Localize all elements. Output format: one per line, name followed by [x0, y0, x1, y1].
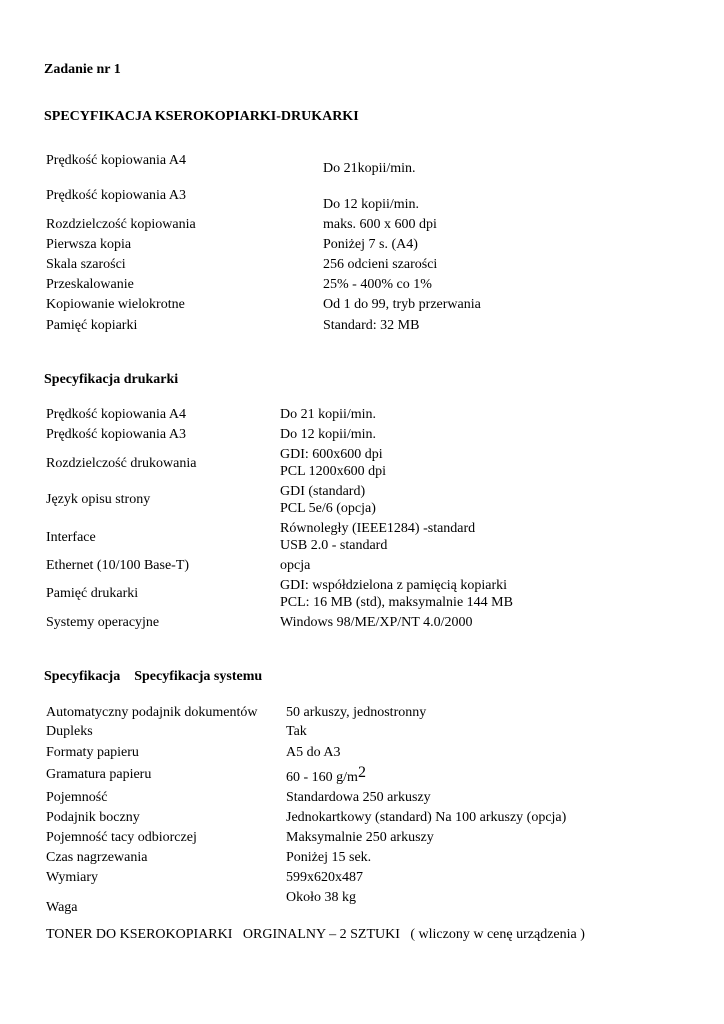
printer-label: Pamięć drukarki	[46, 586, 139, 601]
printer-label: Ethernet (10/100 Base-T)	[46, 558, 190, 573]
system-heading-part-b: Specyfikacja systemu	[134, 669, 263, 684]
printer-label: Interface	[46, 530, 96, 545]
copier-value: 25% - 400% co 1%	[323, 277, 432, 292]
copier-value: maks. 600 x 600 dpi	[323, 217, 437, 232]
printer-value: Do 12 kopii/min.	[280, 427, 377, 442]
printer-label: Prędkość kopiowania A3	[46, 427, 186, 442]
printer-value-line2: PCL 1200x600 dpi	[280, 464, 387, 479]
system-heading-part-a: Specyfikacja	[44, 669, 121, 684]
grammage-value: 60 - 160 g/m	[286, 770, 358, 785]
system-label: Czas nagrzewania	[46, 850, 148, 865]
copier-label: Skala szarości	[46, 257, 126, 272]
copier-label: Prędkość kopiowania A3	[46, 188, 186, 203]
printer-spec-heading: Specyfikacja drukarki	[44, 372, 179, 387]
system-spec-heading	[44, 668, 262, 685]
copier-label: Pierwsza kopia	[46, 237, 132, 252]
system-label: Automatyczny podajnik dokumentów	[46, 705, 258, 720]
system-value: Jednokartkowy (standard) Na 100 arkuszy (opcja)	[286, 810, 567, 825]
system-value: Poniżej 15 sek.	[286, 850, 372, 865]
copier-value: Standard: 32 MB	[323, 318, 420, 333]
task-title: Zadanie nr 1	[44, 62, 121, 77]
system-label: Waga	[46, 900, 78, 915]
printer-value: GDI: współdzielona z pamięcią kopiarki	[280, 578, 508, 593]
copier-spec-heading: SPECYFIKACJA KSEROKOPIARKI-DRUKARKI	[44, 109, 359, 124]
copier-value: Do 12 kopii/min.	[323, 197, 420, 212]
system-label: Pojemność tacy odbiorczej	[46, 830, 197, 845]
system-value: Maksymalnie 250 arkuszy	[286, 830, 434, 845]
copier-label: Przeskalowanie	[46, 277, 134, 292]
printer-value: Równoległy (IEEE1284) -standard	[280, 521, 476, 536]
system-label: Gramatura papieru	[46, 767, 152, 782]
system-value: 599x620x487	[286, 870, 363, 885]
copier-label: Rozdzielczość kopiowania	[46, 217, 196, 232]
printer-value-line2: PCL: 16 MB (std), maksymalnie 144 MB	[280, 595, 513, 610]
copier-label: Pamięć kopiarki	[46, 318, 138, 333]
printer-value: GDI (standard)	[280, 484, 366, 499]
copier-value: Poniżej 7 s. (A4)	[323, 237, 418, 252]
printer-value-line2: PCL 5e/6 (opcja)	[280, 501, 376, 516]
printer-label: Systemy operacyjne	[46, 615, 160, 630]
copier-label: Kopiowanie wielokrotne	[46, 297, 185, 312]
printer-label: Rozdzielczość drukowania	[46, 456, 197, 471]
system-value: Około 38 kg	[286, 890, 356, 905]
system-label: Wymiary	[46, 870, 99, 885]
toner-note: TONER DO KSEROKOPIARKI ORGINALNY – 2 SZTUKI ( wliczony w cenę urządzenia )	[46, 927, 585, 942]
printer-value: Do 21 kopii/min.	[280, 407, 377, 422]
system-value: A5 do A3	[286, 745, 341, 760]
system-label: Formaty papieru	[46, 745, 139, 760]
system-value: Tak	[286, 724, 307, 739]
system-label: Pojemność	[46, 790, 108, 805]
copier-label: Prędkość kopiowania A4	[46, 153, 186, 168]
copier-value: Od 1 do 99, tryb przerwania	[323, 297, 481, 312]
printer-label: Język opisu strony	[46, 492, 151, 507]
system-value: 50 arkuszy, jednostronny	[286, 705, 427, 720]
copier-value: 256 odcieni szarości	[323, 257, 438, 272]
system-value: Standardowa 250 arkuszy	[286, 790, 431, 805]
system-label: Dupleks	[46, 724, 93, 739]
printer-value: opcja	[280, 558, 311, 573]
copier-value: Do 21kopii/min.	[323, 161, 416, 176]
printer-value-line2: USB 2.0 - standard	[280, 538, 388, 553]
system-value	[286, 764, 366, 786]
printer-value: GDI: 600x600 dpi	[280, 447, 383, 462]
printer-value: Windows 98/ME/XP/NT 4.0/2000	[280, 615, 473, 630]
superscript-2: 2	[357, 764, 366, 781]
printer-label: Prędkość kopiowania A4	[46, 407, 186, 422]
system-label: Podajnik boczny	[46, 810, 140, 825]
